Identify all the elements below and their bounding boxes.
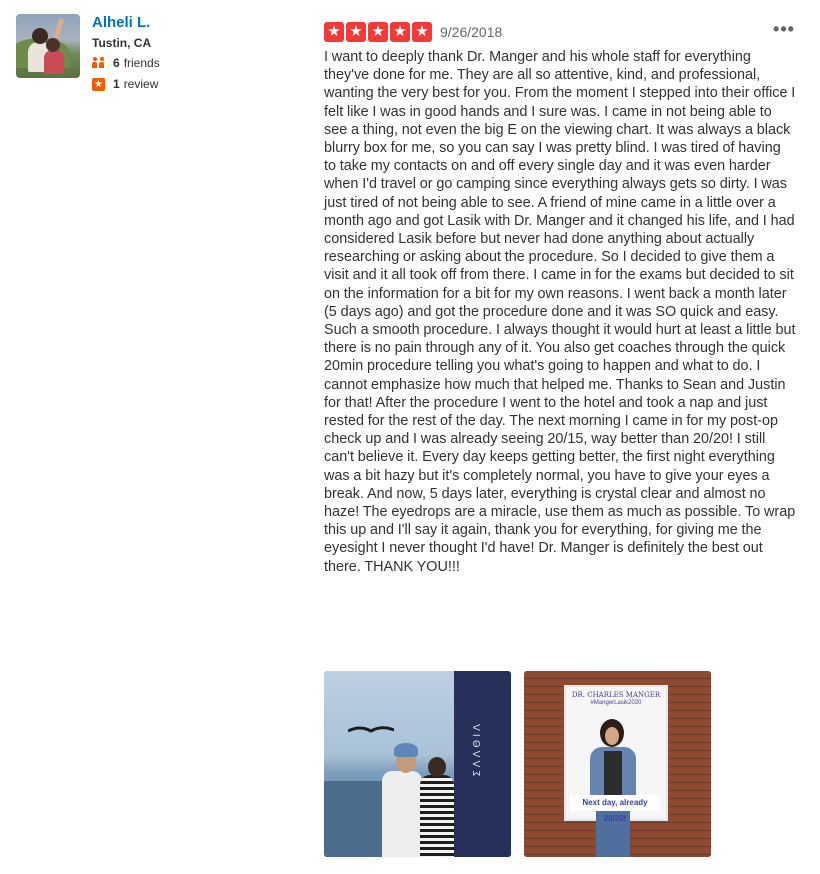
photo-woman-face xyxy=(605,727,619,745)
more-options-button[interactable] xyxy=(772,19,796,42)
review-date: 9/26/2018 xyxy=(440,24,503,40)
review-icon: ★ xyxy=(92,78,105,91)
photo-woman-shirt xyxy=(604,751,622,801)
avatar-child-head xyxy=(46,38,60,52)
user-location: Tustin, CA xyxy=(92,36,152,50)
review-content xyxy=(324,19,796,590)
photo-panel-sign: ΣΛΛΘΙΛ xyxy=(472,721,483,777)
review-photo-1[interactable] xyxy=(324,671,511,857)
rating-row xyxy=(324,22,796,42)
friends-count: 6 xyxy=(113,56,120,70)
star-icon: ★ xyxy=(412,22,432,42)
photo-doctor-cap xyxy=(394,743,418,757)
friends-label: friends xyxy=(123,56,160,70)
friends-stat xyxy=(92,56,160,70)
star-icon: ★ xyxy=(390,22,410,42)
more-options-icon: ••• xyxy=(773,19,795,39)
frame-caption: Next day, already 20/20! xyxy=(570,795,660,811)
seagull-icon xyxy=(348,725,394,735)
reviews-count: 1 xyxy=(113,77,120,91)
user-name-link[interactable]: Alheli L. xyxy=(92,14,151,31)
reviews-label: review xyxy=(123,77,159,91)
frame-title: DR. CHARLES MANGER xyxy=(571,691,661,699)
photo-patient-body xyxy=(420,775,454,857)
review-photo-2[interactable] xyxy=(524,671,711,857)
photo-patient-head xyxy=(428,757,446,777)
avatar[interactable] xyxy=(16,14,80,78)
review-text: I want to deeply thank Dr. Manger and his whole staff for everything they've done for me. They are all so attentive, kind, and professional, wanting the very best for you. From the moment I stepped into their office I felt like I was in good hands and I sure was. I came in not being able to see a thing, not even the big E on the viewing chart. It was always a black blurry box for me, so you can say I was pretty blind. I was tired of having to take my contacts on and off every single day and it was even harder when I'd travel or go camping since everything always gets so dirty. I was just tired of not being able to see. A friend of mine came in a little over a month ago and got Lasik with Dr. Manger and it changed his life, and I had considered Lasik before but never had done anything about actually researching or asking about the procedure. So I decided to give them a visit and it all took off from there. I came in for the exams but decided to sit on the information for a bit for my own reasons. I went back a month later (5 days ago) and got the procedure done and it was SO quick and easy. Such a smooth procedure. I always thought it would hurt at least a little but there is no pain through any of it. You also get coaches through the quick 20min procedure telling you what's going to happen and what to do. I cannot emphasize how much that helped me. Thanks to Sean and Justin for that! After the procedure I went to the hotel and took a nap and just rested for the rest of the day. The next morning I came in for my post-op check up and I was already seeing 20/15, way better than 20/20! I still can't believe it. Every day keeps getting better, the first night everything was a bit hazy but it's completely normal, you have to give your eyes a break. And now, 5 days later, everything is crystal clear and almost no haze! The eyedrops are a miracle, use them as much as possible. To wrap this up and I'll say it again, thank you for everything, for giving me the eyesight I never thought I'd have! Dr. Manger is definitely the best out there. THANK YOU!!! xyxy=(324,49,796,575)
frame-hashtag: #MangerLasik2020 xyxy=(590,700,642,706)
avatar-child-body xyxy=(44,50,64,74)
photo-doctor-body xyxy=(382,771,422,857)
avatar-raised-arm xyxy=(53,18,65,40)
star-icon: ★ xyxy=(346,22,366,42)
friends-icon xyxy=(92,56,106,70)
reviewer-passport xyxy=(16,14,216,91)
reviews-stat xyxy=(92,77,158,91)
star-icon: ★ xyxy=(368,22,388,42)
star-icon: ★ xyxy=(324,22,344,42)
star-rating xyxy=(324,22,432,42)
